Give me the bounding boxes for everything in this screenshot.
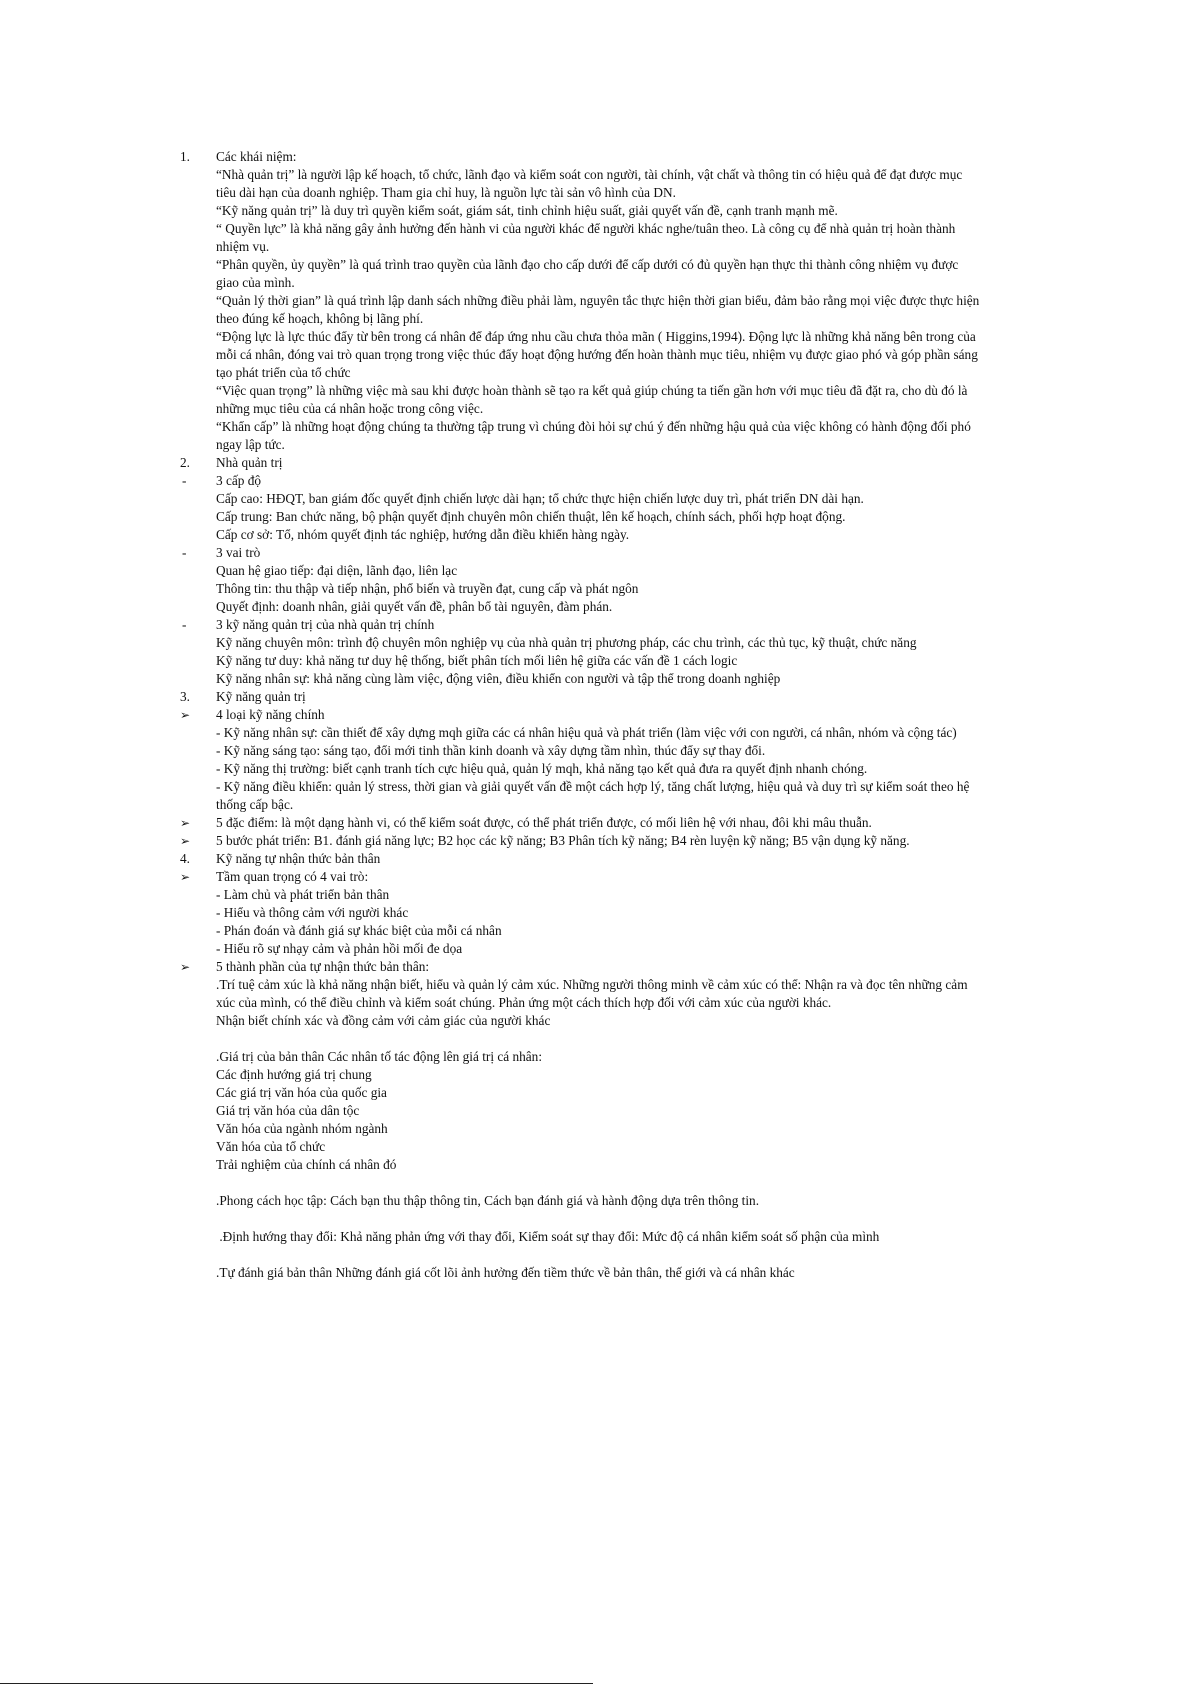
- bullet-title: 3 kỹ năng quản trị của nhà quản trị chính: [216, 617, 435, 632]
- paragraph: - Phán đoán và đánh giá sự khác biệt của mỗi cá nhân: [216, 923, 502, 938]
- section-number: 1.: [180, 149, 190, 164]
- paragraph: - Kỹ năng thị trường: biết cạnh tranh tích cực hiệu quả, quản lý mqh, khả năng tạo kết quả đưa ra quyết định nhanh chóng.: [216, 761, 868, 776]
- paragraph: Quan hệ giao tiếp: đại diện, lãnh đạo, liên lạc: [216, 563, 458, 578]
- paragraph: Kỹ năng nhân sự: khả năng cùng làm việc, động viên, điều khiển con người và tập thể trong doanh nghiệp: [216, 671, 781, 686]
- bullet-item: [180, 868, 980, 886]
- section-1-heading: [180, 148, 980, 166]
- paragraph: .Tự đánh giá bản thân Những đánh giá cốt lõi ảnh hưởng đến tiềm thức về bản thân, thế giới và cá nhân khác: [216, 1265, 795, 1280]
- bullet-title: Tầm quan trọng có 4 vai trò:: [216, 869, 369, 884]
- bullet-title: 5 thành phần của tự nhận thức bản thân:: [216, 959, 430, 974]
- bullet-item: [180, 544, 980, 562]
- list-item: Các giá trị văn hóa của quốc gia: [216, 1085, 387, 1100]
- bullet-item: [180, 814, 980, 832]
- arrow-bullet-icon: ➢: [180, 708, 191, 722]
- paragraph: - Kỹ năng sáng tạo: sáng tạo, đổi mới tinh thần kinh doanh và xây dựng tầm nhìn, thúc đẩy sự thay đổi.: [216, 743, 766, 758]
- section-title: Các khái niệm:: [216, 149, 297, 164]
- arrow-bullet-icon: ➢: [180, 834, 191, 848]
- bullet-title: 3 cấp độ: [216, 473, 262, 488]
- bullet-item: [180, 472, 980, 490]
- paragraph: Kỹ năng tư duy: khả năng tư duy hệ thống, biết phân tích mối liên hệ giữa các vấn đề 1 cách logic: [216, 653, 738, 668]
- paragraph: “ Quyền lực” là khả năng gây ảnh hưởng đến hành vi của người khác để người khác nghe/tuân theo. Là công cụ để nhà quản trị hoàn thành nhiệm vụ.: [216, 221, 956, 254]
- list-item: Văn hóa của ngành nhóm ngành: [216, 1121, 388, 1136]
- list-item: Trải nghiệm của chính cá nhân đó: [216, 1157, 397, 1172]
- paragraph: - Kỹ năng điều khiển: quản lý stress, thời gian và giải quyết vấn đề một cách hợp lý, tăng chất lượng, hiệu quả và duy trì sự kiểm soát theo hệ thống cấp bậc.: [216, 779, 970, 812]
- paragraph: “Việc quan trọng” là những việc mà sau khi được hoàn thành sẽ tạo ra kết quả giúp chúng ta tiến gần hơn với mục tiêu đã đặt ra, cho dù đó là những mục tiêu của cá nhân hoặc trong công việc.: [216, 383, 968, 416]
- bullet-title: 3 vai trò: [216, 545, 261, 560]
- document-body: [180, 148, 980, 1282]
- section-4-heading: [180, 850, 980, 868]
- section-number: 2.: [180, 455, 190, 470]
- paragraph: “Kỹ năng quản trị” là duy trì quyền kiểm soát, giám sát, tinh chỉnh hiệu suất, giải quyết vấn đề, cạnh tranh mạnh mẽ.: [216, 203, 838, 218]
- section-number: 3.: [180, 689, 190, 704]
- blank-line: [180, 1030, 980, 1048]
- paragraph: Cấp trung: Ban chức năng, bộ phận quyết định chuyên môn chiến thuật, lên kế hoạch, chính sách, phối hợp hoạt động.: [216, 509, 846, 524]
- paragraph: “Động lực là lực thúc đẩy từ bên trong cá nhân để đáp ứng nhu cầu chưa thỏa mãn ( Higgins,1994). Động lực là những khả năng bên trong của mỗi cá nhân, đóng vai trò quan trọng trong việc thúc đẩy hoạt động hướng đến hoàn thành mục tiêu, nhiệm vụ được giao phó và góp phần sáng tạo phát triển của tổ chức: [216, 329, 978, 380]
- section-3-heading: [180, 688, 980, 706]
- paragraph: Quyết định: doanh nhân, giải quyết vấn đề, phân bổ tài nguyên, đàm phán.: [216, 599, 613, 614]
- bullet-item: [180, 616, 980, 634]
- section-title: Nhà quản trị: [216, 455, 283, 470]
- bullet-text: 5 bước phát triển: B1. đánh giá năng lực; B2 học các kỹ năng; B3 Phân tích kỹ năng; B4 rèn luyện kỹ năng; B5 vận dụng kỹ năng.: [216, 833, 910, 848]
- bullet-item: [180, 958, 980, 976]
- bullet-title: 4 loại kỹ năng chính: [216, 707, 325, 722]
- paragraph: Nhận biết chính xác và đồng cảm với cảm giác của người khác: [216, 1013, 551, 1028]
- dash-bullet: -: [182, 545, 187, 560]
- paragraph: - Làm chủ và phát triển bản thân: [216, 887, 390, 902]
- paragraph: - Hiểu và thông cảm với người khác: [216, 905, 409, 920]
- list-item: Giá trị văn hóa của dân tộc: [216, 1103, 360, 1118]
- paragraph: .Trí tuệ cảm xúc là khả năng nhận biết, hiểu và quản lý cảm xúc. Những người thông minh về cảm xúc có thể: Nhận ra và đọc tên những cảm xúc của mình, có thể điều chỉnh và kiểm soát chúng. Phản ứng một cách thích hợp đối với cảm xúc của người khác.: [216, 977, 968, 1010]
- section-2-heading: [180, 454, 980, 472]
- paragraph: “Khẩn cấp” là những hoạt động chúng ta thường tập trung vì chúng đòi hỏi sự chú ý đến những hậu quả của việc không có hành động đối phó ngay lập tức.: [216, 419, 971, 452]
- paragraph: .Phong cách học tập: Cách bạn thu thập thông tin, Cách bạn đánh giá và hành động dựa trên thông tin.: [216, 1193, 760, 1208]
- paragraph: .Giá trị của bản thân Các nhân tố tác động lên giá trị cá nhân:: [216, 1049, 543, 1064]
- arrow-bullet-icon: ➢: [180, 870, 191, 884]
- footer-rule: [0, 1683, 593, 1684]
- dash-bullet: -: [182, 473, 187, 488]
- paragraph: “Quản lý thời gian” là quá trình lập danh sách những điều phải làm, nguyên tắc thực hiện thời gian biểu, đảm bảo rằng mọi việc được thực hiện theo đúng kế hoạch, không bị lãng phí.: [216, 293, 980, 326]
- blank-line: [180, 1174, 980, 1192]
- section-title: Kỹ năng quản trị: [216, 689, 306, 704]
- arrow-bullet-icon: ➢: [180, 960, 191, 974]
- section-number: 4.: [180, 851, 190, 866]
- paragraph: Cấp cao: HĐQT, ban giám đốc quyết định chiến lược dài hạn; tổ chức thực hiện chiến lược duy trì, phát triển DN dài hạn.: [216, 491, 864, 506]
- blank-line: [180, 1246, 980, 1264]
- paragraph: Thông tin: thu thập và tiếp nhận, phổ biến và truyền đạt, cung cấp và phát ngôn: [216, 581, 639, 596]
- paragraph: Kỹ năng chuyên môn: trình độ chuyên môn nghiệp vụ của nhà quản trị phương pháp, các chu trình, các thủ tục, kỹ thuật, chức năng: [216, 635, 917, 650]
- paragraph: “Phân quyền, ủy quyền” là quá trình trao quyền của lãnh đạo cho cấp dưới để cấp dưới có đủ quyền hạn thực thi thành công nhiệm vụ được giao của mình.: [216, 257, 959, 290]
- paragraph: “Nhà quản trị” là người lập kế hoạch, tổ chức, lãnh đạo và kiểm soát con người, tài chính, vật chất và thông tin có hiệu quả để đạt được mục tiêu dài hạn của doanh nghiệp. Tham gia chỉ huy, là nguồn lực tài sản vô hình của DN.: [216, 167, 963, 200]
- list-item: Các định hướng giá trị chung: [216, 1067, 372, 1082]
- arrow-bullet-icon: ➢: [180, 816, 191, 830]
- paragraph: - Hiểu rõ sự nhạy cảm và phản hồi mối đe dọa: [216, 941, 463, 956]
- paragraph: - Kỹ năng nhân sự: cần thiết để xây dựng mqh giữa các cá nhân hiệu quả và phát triển (làm việc với con người, cá nhân, nhóm và cộng tác): [216, 725, 957, 740]
- dash-bullet: -: [182, 617, 187, 632]
- bullet-item: [180, 706, 980, 724]
- paragraph: .Định hướng thay đổi: Khả năng phản ứng với thay đổi, Kiểm soát sự thay đổi: Mức độ cá nhân kiểm soát số phận của mình: [216, 1229, 880, 1244]
- list-item: Văn hóa của tổ chức: [216, 1139, 326, 1154]
- bullet-text: 5 đặc điểm: là một dạng hành vi, có thể kiểm soát được, có thể phát triển được, có mối liên hệ với nhau, đôi khi mâu thuẫn.: [216, 815, 872, 830]
- section-title: Kỹ năng tự nhận thức bản thân: [216, 851, 381, 866]
- bullet-item: [180, 832, 980, 850]
- paragraph: Cấp cơ sở: Tổ, nhóm quyết định tác nghiệp, hướng dẫn điều khiển hàng ngày.: [216, 527, 630, 542]
- blank-line: [180, 1210, 980, 1228]
